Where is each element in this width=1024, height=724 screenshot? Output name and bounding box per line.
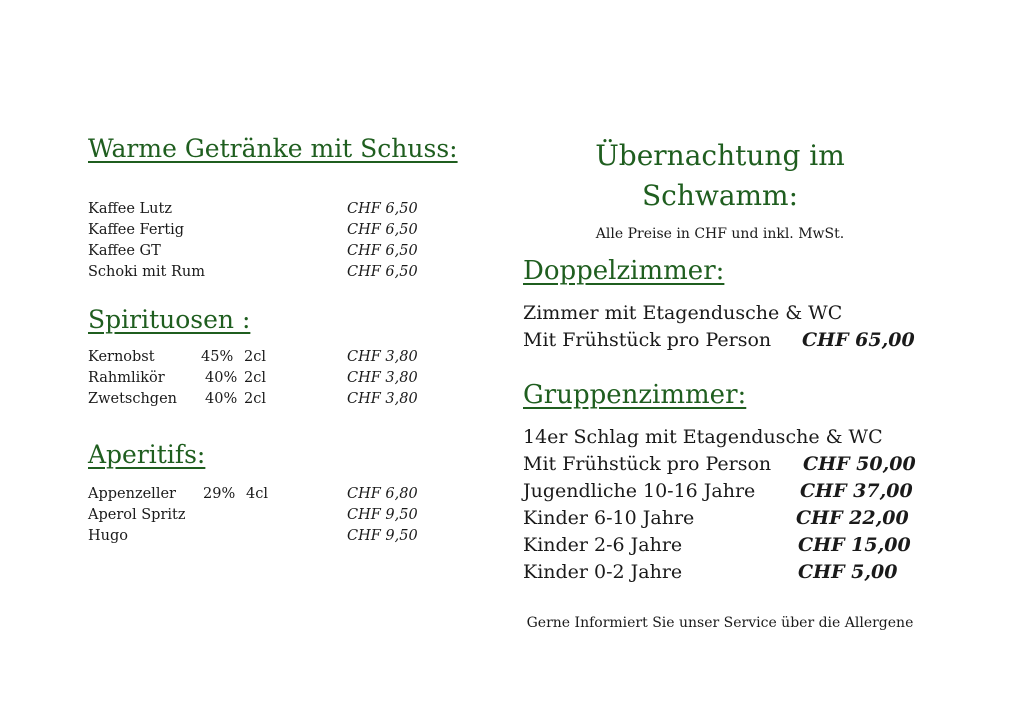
room-line (523, 507, 923, 534)
item-name: Kaffee Lutz (88, 201, 172, 217)
item-name: Kernobst (88, 349, 155, 365)
item-volume: 2cl (244, 349, 266, 365)
menu-item (88, 201, 428, 222)
room-description: Jugendliche 10-16 Jahre (523, 480, 756, 502)
room-description: Mit Frühstück pro Person (523, 453, 772, 475)
allergen-note: Gerne Informiert Sie unser Service über die Allergene (526, 615, 914, 631)
item-price: CHF 3,80 (347, 349, 418, 365)
room-price: CHF 15,00 (798, 534, 911, 556)
room-line (523, 480, 923, 507)
item-price: CHF 9,50 (347, 528, 418, 544)
room-price: CHF 65,00 (802, 329, 915, 351)
room-line (523, 302, 923, 329)
item-price: CHF 6,50 (347, 222, 418, 238)
room-price: CHF 50,00 (803, 453, 916, 475)
item-percent: 45% (201, 349, 234, 365)
title-line: Übernachtung im (595, 139, 845, 172)
item-percent: 40% (205, 370, 238, 386)
room-description: Kinder 6-10 Jahre (523, 507, 695, 529)
menu-item (88, 528, 428, 549)
room-line (523, 329, 923, 356)
room-price: CHF 22,00 (796, 507, 909, 529)
warm-drinks-heading: Warme Getränke mit Schuss: (88, 134, 458, 163)
item-price: CHF 3,80 (347, 391, 418, 407)
item-name: Kaffee GT (88, 243, 161, 259)
room-line (523, 426, 923, 453)
item-name: Rahmlikör (88, 370, 165, 386)
menu-item (88, 370, 428, 391)
menu-item (88, 243, 428, 264)
item-name: Appenzeller (88, 486, 176, 502)
menu-item (88, 486, 428, 507)
room-description: Zimmer mit Etagendusche & WC (523, 302, 843, 324)
item-volume: 2cl (244, 370, 266, 386)
group-room-heading: Gruppenzimmer: (523, 380, 747, 410)
item-price: CHF 9,50 (347, 507, 418, 523)
room-line (523, 561, 923, 588)
item-percent: 29% (203, 486, 236, 502)
item-price: CHF 3,80 (347, 370, 418, 386)
accommodation-title (520, 136, 920, 216)
price-info: Alle Preise in CHF und inkl. MwSt. (595, 226, 845, 242)
aperitifs-heading: Aperitifs: (88, 440, 206, 469)
item-volume: 2cl (244, 391, 266, 407)
room-description: Mit Frühstück pro Person (523, 329, 772, 351)
menu-item (88, 222, 428, 243)
item-price: CHF 6,50 (347, 243, 418, 259)
room-description: 14er Schlag mit Etagendusche & WC (523, 426, 883, 448)
menu-item (88, 391, 428, 412)
room-description: Kinder 2-6 Jahre (523, 534, 683, 556)
item-name: Aperol Spritz (88, 507, 186, 523)
item-name: Schoki mit Rum (88, 264, 205, 280)
item-name: Zwetschgen (88, 391, 177, 407)
room-price: CHF 5,00 (798, 561, 898, 583)
room-line (523, 534, 923, 561)
menu-item (88, 507, 428, 528)
item-name: Kaffee Fertig (88, 222, 185, 238)
title-line: Schwamm: (641, 179, 799, 212)
item-name: Hugo (88, 528, 128, 544)
spirits-heading: Spirituosen : (88, 305, 251, 334)
item-price: CHF 6,50 (347, 264, 418, 280)
item-price: CHF 6,50 (347, 201, 418, 217)
menu-item (88, 349, 428, 370)
room-line (523, 453, 923, 480)
item-volume: 4cl (246, 486, 268, 502)
room-price: CHF 37,00 (800, 480, 913, 502)
menu-item (88, 264, 428, 285)
room-description: Kinder 0-2 Jahre (523, 561, 683, 583)
item-price: CHF 6,80 (347, 486, 418, 502)
double-room-heading: Doppelzimmer: (523, 256, 725, 286)
item-percent: 40% (205, 391, 238, 407)
